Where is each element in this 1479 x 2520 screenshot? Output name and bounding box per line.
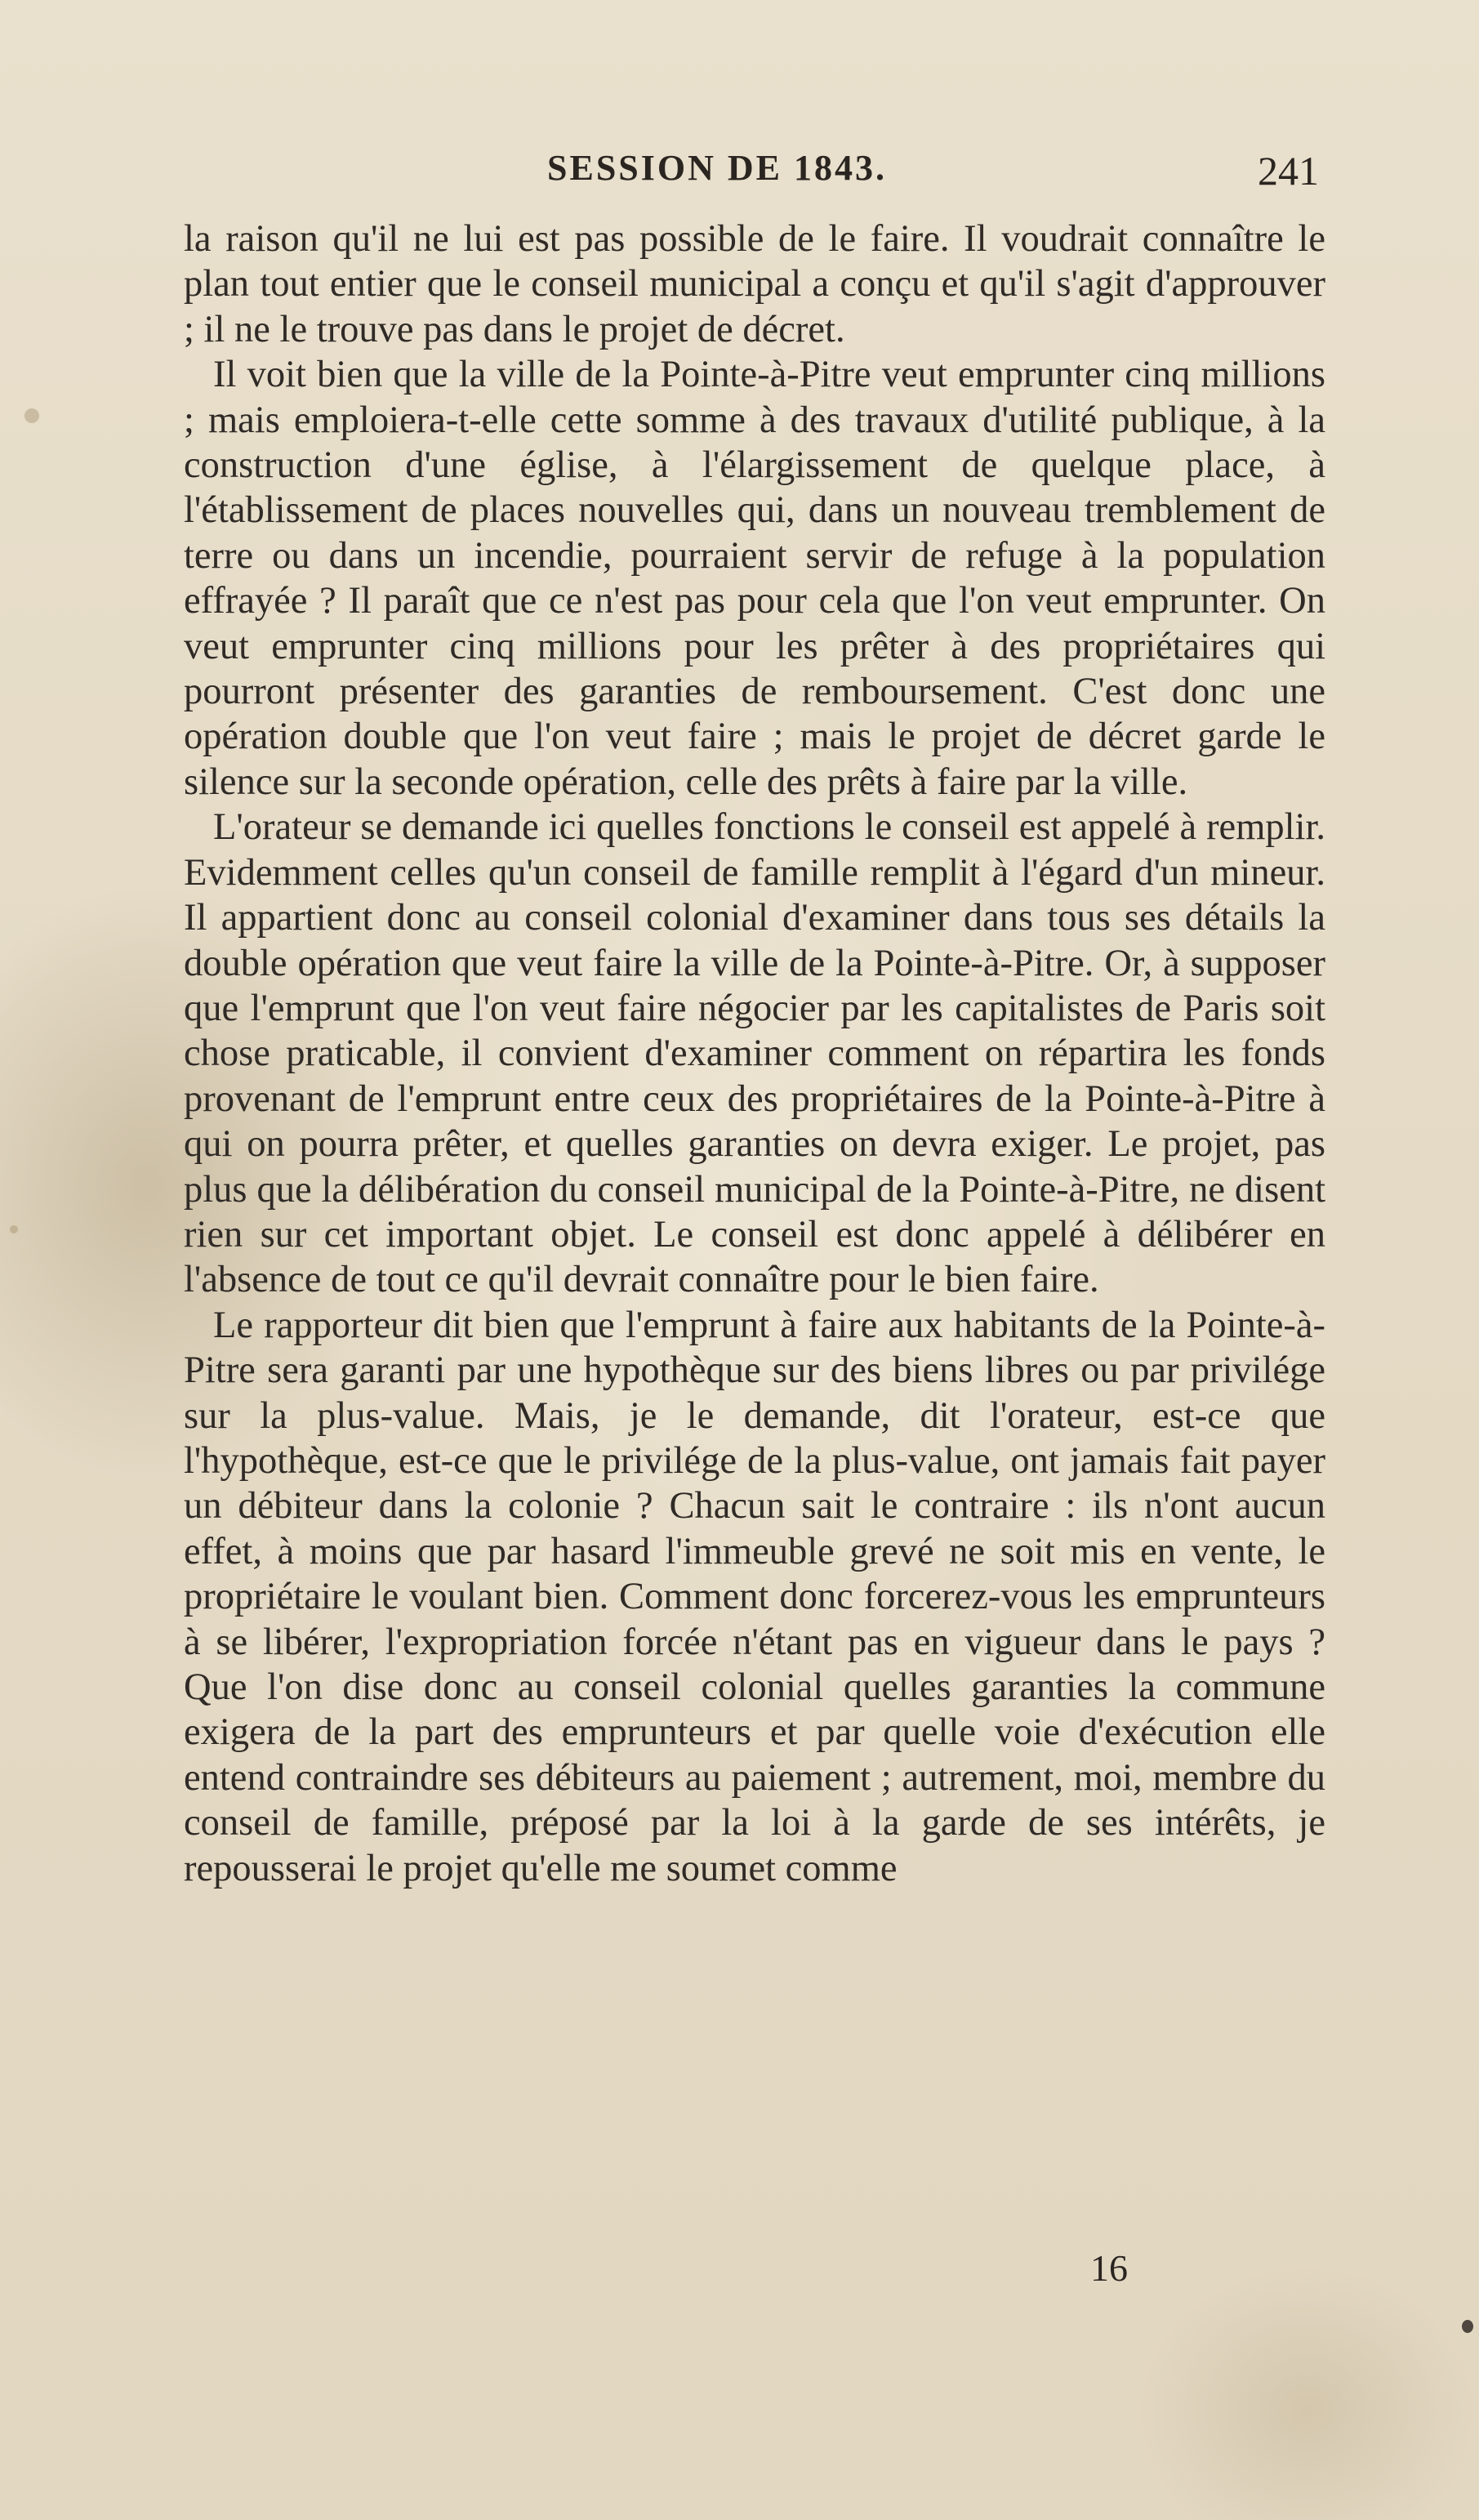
running-head — [188, 147, 1319, 204]
body-text — [184, 216, 1325, 1891]
running-title: SESSION DE 1843. — [547, 148, 888, 188]
paragraph: la raison qu'il ne lui est pas possible de le faire. Il voudrait connaître le plan tout entier que le conseil municipal a conçu et qu'il s'agit d'approuver ; il ne le trouve pas dans le projet de décret. — [184, 218, 1325, 350]
paragraph: Le rapporteur dit bien que l'emprunt à faire aux habitants de la Pointe-à-Pitre sera garanti par une hypothèque sur des biens libres ou par privilége sur la plus-value. Mais, je le demande, dit l'orateur, est-ce que l'hypothèque, est-ce que le privilége de la plus-value, ont jamais fait payer un débiteur dans la colonie ? Chacun sait le contraire : ils n'ont aucun effet, à moins que par hasard l'immeuble grevé ne soit mis en vente, le propriétaire le voulant bien. Comment donc forcerez-vous les emprunteurs à se libérer, l'expropriation forcée n'étant pas en vigueur dans le pays ? Que l'on dise donc au conseil colonial quelles garanties la commune exigera de la part des emprunteurs et par quelle voie d'exécution elle entend contraindre ses débiteurs au paiement ; autrement, moi, membre du conseil de famille, préposé par la loi à la garde de ses intérêts, je repousserai le projet qu'elle me soumet comme — [184, 1304, 1325, 1889]
paragraph: L'orateur se demande ici quelles fonctions le conseil est appelé à remplir. Evidemment celles qu'un conseil de famille remplit à l'égard d'un mineur. Il appartient donc au conseil colonial d'examiner dans tous ses détails la double opération que veut faire la ville de la Pointe-à-Pitre. Or, à supposer que l'emprunt que l'on veut faire négocier par les capitalistes de Paris soit chose praticable, il convient d'examiner comment on répartira les fonds provenant de l'emprunt entre ceux des propriétaires de la Pointe-à-Pitre à qui on pourra prêter, et quelles garanties on devra exiger. Le projet, pas plus que la délibération du conseil municipal de la Pointe-à-Pitre, ne disent rien sur cet important objet. Le conseil est donc appelé à délibérer en l'absence de tout ce qu'il devrait connaître pour le bien faire. — [184, 806, 1325, 1301]
page-number: 241 — [1258, 148, 1319, 194]
foxing-spot — [25, 408, 39, 423]
signature-mark: 16 — [1090, 2247, 1128, 2289]
paragraph: Il voit bien que la ville de la Pointe-à-Pitre veut emprunter cinq millions ; mais emploiera-t-elle cette somme à des travaux d'utilité publique, à la construction d'une église, à l'élargissement de quelque place, à l'établissement de places nouvelles qui, dans un nouveau tremblement de terre ou dans un incendie, pourraient servir de refuge à la population effrayée ? Il paraît que ce n'est pas pour cela que l'on veut emprunter. On veut emprunter cinq millions pour les prêter à des propriétaires qui pourront présenter des garanties de remboursement. C'est donc une opération double que l'on veut faire ; mais le projet de décret garde le silence sur la seconde opération, celle des prêts à faire par la ville. — [184, 354, 1325, 803]
foxing-spot — [10, 1225, 18, 1233]
foxing-spot — [1462, 2320, 1473, 2333]
